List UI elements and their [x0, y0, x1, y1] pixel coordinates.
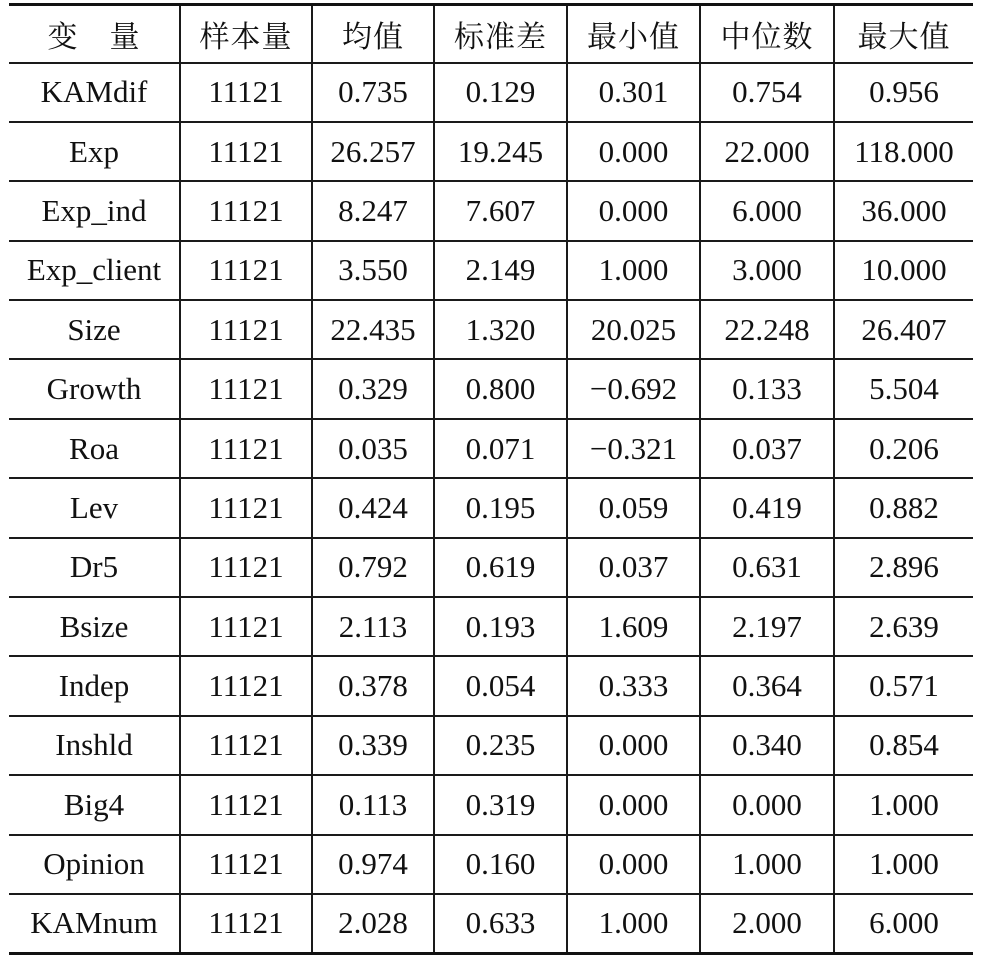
max-cell: 2.639: [834, 597, 973, 656]
median-cell: 0.419: [700, 478, 834, 537]
variable-name-cell: Bsize: [9, 597, 180, 656]
table-row: [9, 359, 973, 418]
min-cell: −0.692: [567, 359, 700, 418]
header-std-dev: 标准差: [434, 5, 567, 63]
sample-size-cell: 11121: [180, 894, 312, 953]
table-row: [9, 478, 973, 537]
mean-cell: 8.247: [312, 181, 434, 240]
mean-cell: 0.035: [312, 419, 434, 478]
variable-name-cell: Dr5: [9, 538, 180, 597]
header-sample-size: 样本量: [180, 5, 312, 63]
mean-cell: 2.113: [312, 597, 434, 656]
mean-cell: 0.339: [312, 716, 434, 775]
mean-cell: 0.974: [312, 835, 434, 894]
table-row: [9, 538, 973, 597]
sample-size-cell: 11121: [180, 478, 312, 537]
sample-size-cell: 11121: [180, 419, 312, 478]
median-cell: 0.340: [700, 716, 834, 775]
min-cell: 1.000: [567, 894, 700, 953]
variable-name-cell: Size: [9, 300, 180, 359]
median-cell: 3.000: [700, 241, 834, 300]
max-cell: 0.571: [834, 656, 973, 715]
mean-cell: 0.378: [312, 656, 434, 715]
sample-size-cell: 11121: [180, 597, 312, 656]
sample-size-cell: 11121: [180, 181, 312, 240]
variable-name-cell: Exp_client: [9, 241, 180, 300]
variable-name-cell: Indep: [9, 656, 180, 715]
header-min: 最小值: [567, 5, 700, 63]
std-dev-cell: 0.160: [434, 835, 567, 894]
median-cell: 0.133: [700, 359, 834, 418]
variable-name-cell: Exp_ind: [9, 181, 180, 240]
max-cell: 1.000: [834, 835, 973, 894]
median-cell: 2.000: [700, 894, 834, 953]
table-row: [9, 775, 973, 834]
header-max: 最大值: [834, 5, 973, 63]
max-cell: 1.000: [834, 775, 973, 834]
std-dev-cell: 0.800: [434, 359, 567, 418]
max-cell: 0.206: [834, 419, 973, 478]
std-dev-cell: 0.129: [434, 63, 567, 122]
median-cell: 22.248: [700, 300, 834, 359]
variable-name-cell: Opinion: [9, 835, 180, 894]
variable-name-cell: Lev: [9, 478, 180, 537]
std-dev-cell: 19.245: [434, 122, 567, 181]
header-median: 中位数: [700, 5, 834, 63]
sample-size-cell: 11121: [180, 775, 312, 834]
table-row: [9, 716, 973, 775]
mean-cell: 2.028: [312, 894, 434, 953]
std-dev-cell: 0.619: [434, 538, 567, 597]
variable-name-cell: KAMdif: [9, 63, 180, 122]
header-row: [9, 5, 973, 63]
table-row: [9, 181, 973, 240]
max-cell: 0.854: [834, 716, 973, 775]
max-cell: 2.896: [834, 538, 973, 597]
mean-cell: 0.792: [312, 538, 434, 597]
table-row: [9, 419, 973, 478]
variable-name-cell: Exp: [9, 122, 180, 181]
min-cell: 1.000: [567, 241, 700, 300]
min-cell: 20.025: [567, 300, 700, 359]
std-dev-cell: 0.319: [434, 775, 567, 834]
table-row: [9, 241, 973, 300]
std-dev-cell: 0.195: [434, 478, 567, 537]
header-variable: 变 量: [9, 5, 180, 63]
table-row: [9, 300, 973, 359]
std-dev-cell: 7.607: [434, 181, 567, 240]
variable-name-cell: Big4: [9, 775, 180, 834]
max-cell: 0.956: [834, 63, 973, 122]
sample-size-cell: 11121: [180, 63, 312, 122]
median-cell: 22.000: [700, 122, 834, 181]
min-cell: 0.000: [567, 835, 700, 894]
median-cell: 2.197: [700, 597, 834, 656]
variable-name-cell: Growth: [9, 359, 180, 418]
mean-cell: 0.424: [312, 478, 434, 537]
min-cell: 0.000: [567, 775, 700, 834]
min-cell: 0.333: [567, 656, 700, 715]
median-cell: 0.754: [700, 63, 834, 122]
min-cell: 0.000: [567, 122, 700, 181]
table-row: [9, 835, 973, 894]
mean-cell: 0.113: [312, 775, 434, 834]
variable-name-cell: Roa: [9, 419, 180, 478]
table-row: [9, 894, 973, 953]
table-row: [9, 122, 973, 181]
max-cell: 10.000: [834, 241, 973, 300]
sample-size-cell: 11121: [180, 300, 312, 359]
max-cell: 0.882: [834, 478, 973, 537]
min-cell: 0.000: [567, 181, 700, 240]
table-row: [9, 656, 973, 715]
sample-size-cell: 11121: [180, 122, 312, 181]
sample-size-cell: 11121: [180, 538, 312, 597]
sample-size-cell: 11121: [180, 241, 312, 300]
median-cell: 0.000: [700, 775, 834, 834]
table-row: [9, 597, 973, 656]
min-cell: 0.059: [567, 478, 700, 537]
median-cell: 1.000: [700, 835, 834, 894]
min-cell: −0.321: [567, 419, 700, 478]
max-cell: 5.504: [834, 359, 973, 418]
min-cell: 0.037: [567, 538, 700, 597]
median-cell: 0.364: [700, 656, 834, 715]
variable-name-cell: Inshld: [9, 716, 180, 775]
variable-name-cell: KAMnum: [9, 894, 180, 953]
sample-size-cell: 11121: [180, 835, 312, 894]
max-cell: 6.000: [834, 894, 973, 953]
sample-size-cell: 11121: [180, 716, 312, 775]
std-dev-cell: 0.193: [434, 597, 567, 656]
min-cell: 1.609: [567, 597, 700, 656]
std-dev-cell: 1.320: [434, 300, 567, 359]
sample-size-cell: 11121: [180, 359, 312, 418]
std-dev-cell: 2.149: [434, 241, 567, 300]
table-row: [9, 63, 973, 122]
min-cell: 0.301: [567, 63, 700, 122]
max-cell: 118.000: [834, 122, 973, 181]
mean-cell: 22.435: [312, 300, 434, 359]
mean-cell: 0.735: [312, 63, 434, 122]
sample-size-cell: 11121: [180, 656, 312, 715]
mean-cell: 26.257: [312, 122, 434, 181]
max-cell: 36.000: [834, 181, 973, 240]
std-dev-cell: 0.633: [434, 894, 567, 953]
median-cell: 6.000: [700, 181, 834, 240]
median-cell: 0.037: [700, 419, 834, 478]
mean-cell: 0.329: [312, 359, 434, 418]
min-cell: 0.000: [567, 716, 700, 775]
header-mean: 均值: [312, 5, 434, 63]
mean-cell: 3.550: [312, 241, 434, 300]
std-dev-cell: 0.235: [434, 716, 567, 775]
descriptive-statistics-table: [9, 3, 973, 955]
std-dev-cell: 0.054: [434, 656, 567, 715]
median-cell: 0.631: [700, 538, 834, 597]
std-dev-cell: 0.071: [434, 419, 567, 478]
max-cell: 26.407: [834, 300, 973, 359]
